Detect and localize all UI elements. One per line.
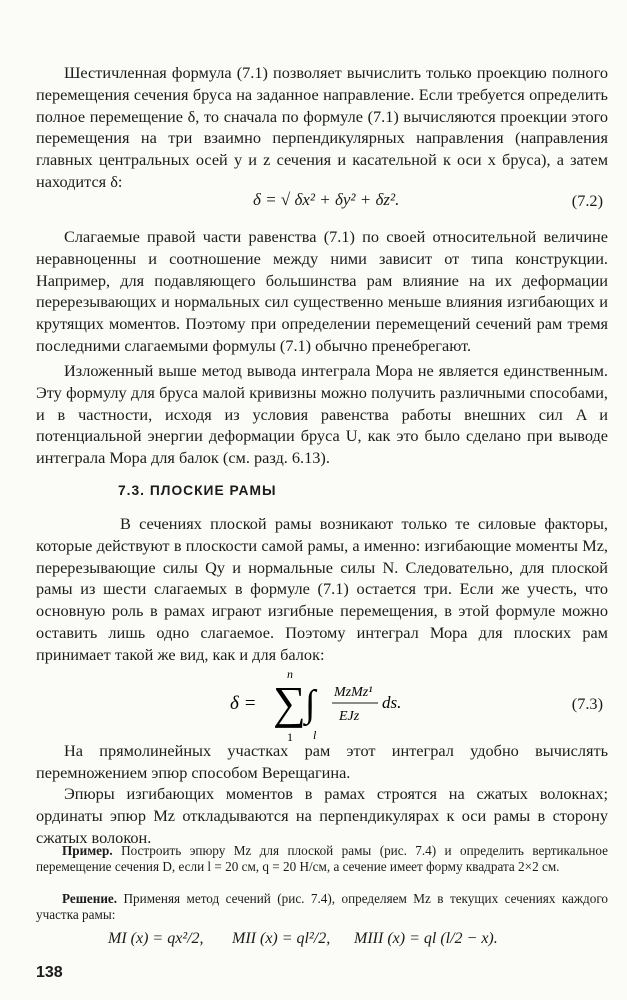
sum-upper-limit: n xyxy=(287,667,293,681)
example-label: Пример. xyxy=(62,843,113,858)
integral-sign: ∫ xyxy=(305,683,316,725)
equation-7-3-number: (7.3) xyxy=(571,694,603,713)
solution-paragraph xyxy=(36,891,608,923)
paragraph-2: Слагаемые правой части равенства (7.1) по своей относительной величине неравноценны и соотношение между ними зависит от типа конструкции. Например, для подавляющего большинства рам влияние на их деформации перерезывающих и нормальных сил существенно меньше влияния изгибающих и крутящих моментов. Поэтому при определении перемещений сечений рам тремя последними слагаемыми формулы (7.1) обычно пренебрегают. xyxy=(36,227,608,355)
equation-7-3 xyxy=(0,664,627,744)
paragraph-6: Эпюры изгибающих моментов в рамах строятся на сжатых волокнах; ординаты эпюр Mz откладываются на перпендикулярах к оси рамы в сторону сжатых волокон. xyxy=(36,784,608,847)
equation-7-2-formula: δ = √ δx² + δy² + δz². xyxy=(253,190,400,209)
equation-7-2 xyxy=(0,189,627,215)
sum-sign: ∑ xyxy=(273,677,306,728)
equation-7-2-number: (7.2) xyxy=(571,191,603,210)
example-paragraph xyxy=(36,843,608,875)
section-heading: 7.3. ПЛОСКИЕ РАМЫ xyxy=(118,483,277,498)
moment-2: MII (x) = ql²/2, xyxy=(232,930,331,947)
paragraph-3: Изложенный выше метод вывода интеграла Мора не является единственным. Эту формулу для бруса малой кривизны можно получить различными способами, и в частности, исходя из условия равенства работы внешних сил A и потенциальной энергии деформации бруса U, как это было сделано при выводе интеграла Мора для балок (см. разд. 6.13). xyxy=(36,361,608,468)
differential: ds. xyxy=(382,693,402,712)
fraction-numerator: MzMz¹ xyxy=(334,685,373,700)
fraction-denominator: EJz xyxy=(339,709,360,724)
sum-lower-limit: 1 xyxy=(287,730,293,744)
paragraph-5: На прямолинейных участках рам этот интеграл удобно вычислять перемножением эпюр способом Верещагина. xyxy=(36,741,608,782)
moment-1: MI (x) = qx²/2, xyxy=(108,930,204,947)
eq-lhs: δ = xyxy=(230,693,257,714)
moment-equations xyxy=(0,926,627,956)
equation-7-3-svg xyxy=(0,664,627,744)
integral-lower-limit: l xyxy=(313,728,317,742)
paragraph-4: В сечениях плоской рамы возникают только те силовые факторы, которые действуют в плоскости самой рамы, а именно: изгибающие моменты Mz, перерезывающие силы Qy и нормальные силы N. Следовательно, для плоской рамы из шести слагаемых в формуле (7.1) остается три. Если же учесть, что основную роль в рамах играют изгибные перемещения, в этой формуле можно оставить лишь одно слагаемое. Поэтому интеграл Мора для плоских рам принимает такой же вид, как и для балок: xyxy=(36,514,608,664)
solution-text: Применяя метод сечений (рис. 7.4), определяем Mz в текущих сечениях каждого участка рамы: xyxy=(36,891,608,922)
paragraph-1: Шестичленная формула (7.1) позволяет вычислить только проекцию полного перемещения сечения бруса на заданное направление. Если требуется определить полное перемещение δ, то сначала по формуле (7.1) вычисляются проекции этого перемещения на три взаимно перпендикулярных направления (направления главных центральных осей y и z сечения и касательной к оси x бруса), а затем находится δ: xyxy=(36,63,608,191)
example-text: Построить эпюру Mz для плоской рамы (рис. 7.4) и определить вертикальное перемещение сечения D, если l = 20 см, q = 20 Н/см, а сечение имеет форму квадрата 2×2 см. xyxy=(36,843,608,874)
solution-label: Решение. xyxy=(62,891,118,906)
moment-3: MIII (x) = ql (l/2 − x). xyxy=(354,930,498,947)
page-number: 138 xyxy=(36,964,63,981)
